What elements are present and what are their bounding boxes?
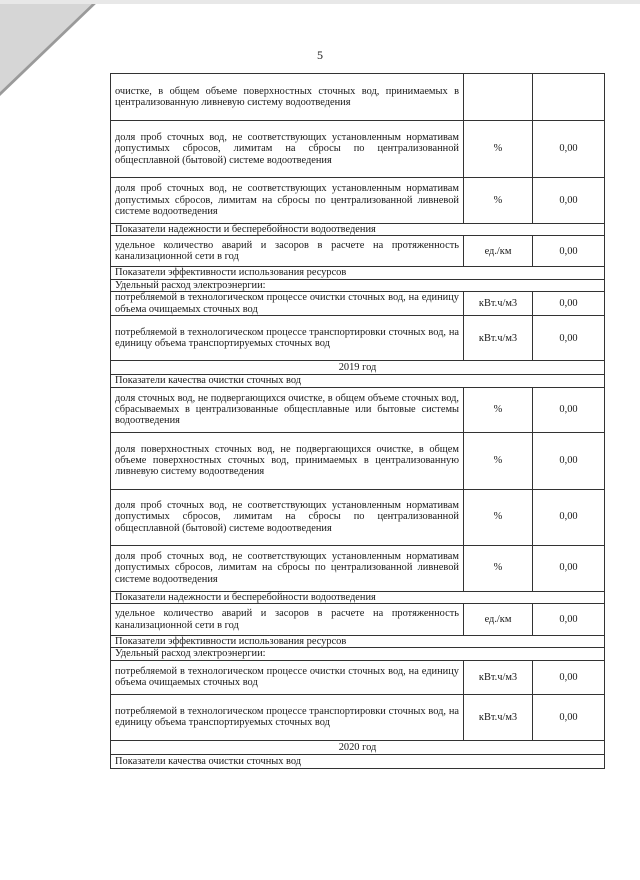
indicator-description: доля поверхностных сточных вод, не подвергающихся очистке, в общем объеме поверхностных сточных вод, принимаемых в централизованную ливневую систему водоотведения <box>111 432 464 489</box>
indicator-unit: % <box>464 178 533 224</box>
indicator-value: 0,00 <box>533 604 605 636</box>
table-row <box>111 432 605 489</box>
table-row <box>111 660 605 694</box>
indicator-unit: % <box>464 432 533 489</box>
indicator-description: доля проб сточных вод, не соответствующих установленным нормативам допустимых сбросов, лимитам на сбросы по централизованной общесплавной (бытовой) системе водоотведения <box>111 489 464 545</box>
indicator-description: потребляемой в технологическом процессе очистки сточных вод, на единицу объема очищаемых сточных вод <box>111 660 464 694</box>
table-row <box>111 178 605 224</box>
indicator-description: доля проб сточных вод, не соответствующих установленным нормативам допустимых сбросов, лимитам на сбросы по централизованной ливневой системе водоотведения <box>111 178 464 224</box>
indicator-value: 0,00 <box>533 292 605 316</box>
indicator-unit: % <box>464 545 533 591</box>
table-row <box>111 604 605 636</box>
indicator-value <box>533 74 605 121</box>
section-row <box>111 375 605 387</box>
indicator-unit: ед./км <box>464 604 533 636</box>
section-row <box>111 754 605 768</box>
page-number: 5 <box>317 48 323 62</box>
section-heading: Показатели надежности и бесперебойности водоотведения <box>111 224 605 236</box>
indicator-unit: % <box>464 489 533 545</box>
indicator-unit: кВт.ч/м3 <box>464 660 533 694</box>
indicator-value: 0,00 <box>533 236 605 267</box>
indicator-value: 0,00 <box>533 387 605 432</box>
indicator-description: удельное количество аварий и засоров в расчете на протяженность канализационной сети в год <box>111 604 464 636</box>
section-heading: Удельный расход электроэнергии: <box>111 279 605 291</box>
table-row <box>111 236 605 267</box>
indicator-description: доля проб сточных вод, не соответствующих установленным нормативам допустимых сбросов, лимитам на сбросы по централизованной общесплавной (бытовой) системе водоотведения <box>111 121 464 178</box>
indicators-table <box>110 73 605 769</box>
indicator-value: 0,00 <box>533 660 605 694</box>
section-heading: Показатели надежности и бесперебойности водоотведения <box>111 591 605 603</box>
indicator-description: потребляемой в технологическом процессе транспортировки сточных вод, на единицу объема транспортируемых сточных вод <box>111 316 464 361</box>
year-heading: 2020 год <box>111 740 605 754</box>
table-row <box>111 545 605 591</box>
section-row <box>111 591 605 603</box>
indicator-value: 0,00 <box>533 545 605 591</box>
indicator-value: 0,00 <box>533 489 605 545</box>
section-heading: Показатели эффективности использования ресурсов <box>111 636 605 648</box>
indicator-description: потребляемой в технологическом процессе очистки сточных вод, на единицу объема очищаемых сточных вод <box>111 292 464 316</box>
indicator-unit: % <box>464 387 533 432</box>
section-row <box>111 648 605 660</box>
indicator-description: удельное количество аварий и засоров в расчете на протяженность канализационной сети в год <box>111 236 464 267</box>
indicator-description: доля сточных вод, не подвергающихся очистке, в общем объеме сточных вод, сбрасываемых в централизованные общесплавные или бытовые системы водоотведения <box>111 387 464 432</box>
indicator-unit: ед./км <box>464 236 533 267</box>
table-row <box>111 121 605 178</box>
table-row <box>111 387 605 432</box>
indicator-value: 0,00 <box>533 694 605 740</box>
section-heading: Удельный расход электроэнергии: <box>111 648 605 660</box>
indicator-unit: кВт.ч/м3 <box>464 316 533 361</box>
section-row <box>111 279 605 291</box>
year-row <box>111 740 605 754</box>
indicator-unit: кВт.ч/м3 <box>464 694 533 740</box>
indicator-description: потребляемой в технологическом процессе транспортировки сточных вод, на единицу объема транспортируемых сточных вод <box>111 694 464 740</box>
table-row <box>111 74 605 121</box>
indicator-unit: % <box>464 121 533 178</box>
indicator-description: очистке, в общем объеме поверхностных сточных вод, принимаемых в централизованную ливневую систему водоотведения <box>111 74 464 121</box>
indicator-value: 0,00 <box>533 316 605 361</box>
indicator-unit <box>464 74 533 121</box>
indicator-value: 0,00 <box>533 432 605 489</box>
indicator-value: 0,00 <box>533 178 605 224</box>
section-row <box>111 636 605 648</box>
section-row <box>111 224 605 236</box>
section-heading: Показатели качества очистки сточных вод <box>111 754 605 768</box>
indicator-value: 0,00 <box>533 121 605 178</box>
table-row <box>111 316 605 361</box>
table-row <box>111 694 605 740</box>
section-row <box>111 267 605 279</box>
table-row <box>111 292 605 316</box>
year-heading: 2019 год <box>111 361 605 375</box>
indicator-unit: кВт.ч/м3 <box>464 292 533 316</box>
section-heading: Показатели качества очистки сточных вод <box>111 375 605 387</box>
section-heading: Показатели эффективности использования ресурсов <box>111 267 605 279</box>
indicator-description: доля проб сточных вод, не соответствующих установленным нормативам допустимых сбросов, лимитам на сбросы по централизованной ливневой системе водоотведения <box>111 545 464 591</box>
year-row <box>111 361 605 375</box>
indicators-table-body <box>111 74 605 769</box>
table-row <box>111 489 605 545</box>
